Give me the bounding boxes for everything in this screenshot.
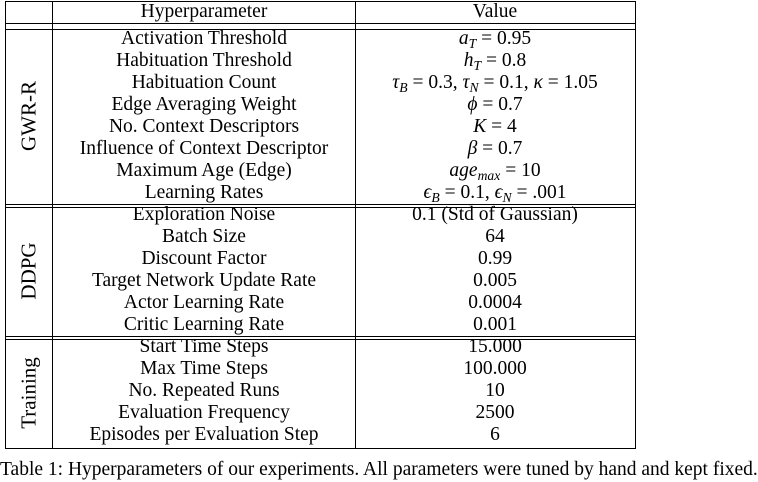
rule-ddpg-bottom xyxy=(5,336,635,337)
value-cell: 0.99 xyxy=(477,248,513,269)
value-cell: 2500 xyxy=(475,402,515,423)
param-cell: Actor Learning Rate xyxy=(123,292,285,313)
param-cell: Edge Averaging Weight xyxy=(111,94,297,115)
value-cell: 0.005 xyxy=(473,270,517,291)
param-cell: Max Time Steps xyxy=(140,358,268,379)
header-hyperparameter: Hyperparameter xyxy=(140,1,268,22)
section-label-ddpg: DDPG xyxy=(16,242,41,300)
value-cell: $a_T = 0.95$ xyxy=(458,28,532,51)
rule-column-divider xyxy=(355,1,356,449)
section-label-training: Training xyxy=(16,357,41,429)
value-cell: $\tau_B = 0.3$, $\tau_N = 0.1$, κ = 1.05 xyxy=(392,72,598,95)
param-cell: Habituation Threshold xyxy=(116,50,292,71)
value-cell: $h_T = 0.8$ xyxy=(463,50,527,73)
value-cell: 0.001 xyxy=(473,314,517,335)
header-value: Value xyxy=(472,1,518,22)
param-cell: Episodes per Evaluation Step xyxy=(89,424,319,445)
value-cell: 6 xyxy=(490,424,500,445)
rule-section-divider xyxy=(52,1,53,449)
value-cell: 10 xyxy=(485,380,505,401)
value-cell: 0.1 (Std of Gaussian) xyxy=(412,204,578,225)
param-cell: Learning Rates xyxy=(144,182,264,203)
rule-right xyxy=(635,1,636,449)
param-cell: Target Network Update Rate xyxy=(91,270,317,291)
table-caption: Table 1: Hyperparameters of our experiments. All parameters were tuned by hand and kept fixed. xyxy=(0,459,758,480)
param-cell: Start Time Steps xyxy=(139,336,269,357)
param-cell: Activation Threshold xyxy=(121,28,287,49)
value-cell: 64 xyxy=(485,226,505,247)
value-cell: 0.0004 xyxy=(468,292,522,313)
param-cell: Batch Size xyxy=(162,226,246,247)
rule-left xyxy=(5,1,6,449)
rule-top xyxy=(5,1,635,2)
rule-training-top xyxy=(5,339,635,340)
param-cell: No. Context Descriptors xyxy=(108,116,300,137)
value-cell: $\epsilon_B = 0.1$, $\epsilon_N = .001$ xyxy=(423,182,567,205)
value-cell: age$_{max}$ = 10 xyxy=(449,160,541,183)
value-cell: ϕ = 0.7 xyxy=(467,94,523,115)
section-label-gwr-r: GWR-R xyxy=(16,81,41,151)
rule-header xyxy=(5,23,635,24)
param-cell: Discount Factor xyxy=(141,248,267,269)
value-cell: 15.000 xyxy=(468,336,522,357)
param-cell: No. Repeated Runs xyxy=(128,380,280,401)
param-cell: Maximum Age (Edge) xyxy=(116,160,292,181)
rule-gwr-top xyxy=(5,29,635,30)
value-cell: β = 0.7 xyxy=(467,138,523,159)
value-cell: 100.000 xyxy=(463,358,527,379)
rule-bottom xyxy=(5,448,635,449)
value-cell: K = 4 xyxy=(473,116,517,137)
param-cell: Influence of Context Descriptor xyxy=(79,138,329,159)
param-cell: Evaluation Frequency xyxy=(118,402,290,423)
param-cell: Critic Learning Rate xyxy=(123,314,285,335)
param-cell: Exploration Noise xyxy=(132,204,276,225)
param-cell: Habituation Count xyxy=(131,72,277,93)
